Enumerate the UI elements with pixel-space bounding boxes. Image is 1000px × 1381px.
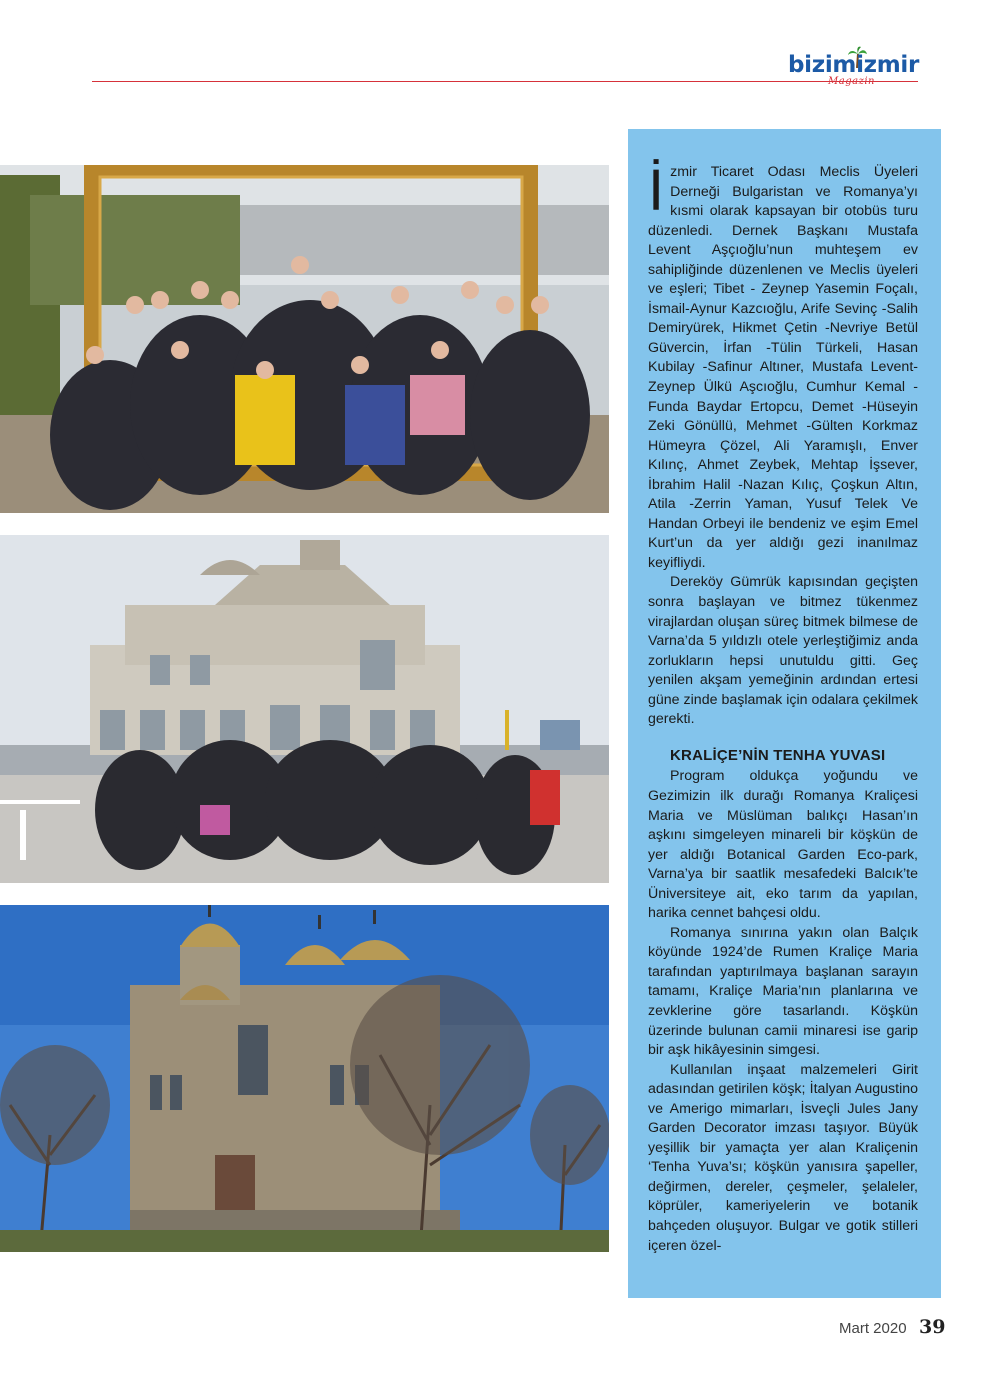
paragraph-2: Dereköy Gümrük kapısından geçişten sonra başlayan ve bitmez tükenmez virajlardan oluşan süreç bitmek bilmese de Varna’da 5 yıldızlı otele yerleştiğimiz anda zorlukların hepsi unutuldu gitti. Geç yenilen akşam yemeğinin ardından ertesi güne zinde başlamak için odalara çekilmek gerekti. <box>648 574 918 728</box>
drop-cap: İ <box>648 158 665 223</box>
cathedral-photo <box>0 905 609 1252</box>
paragraph-5: Kullanılan inşaat malzemeleri Girit adasından getirilen köşk; İtalyan Augustino ve Amerigo mimarları, İsveçli Jules Jany Garden Decorator imzası taşıyor. Büyük yeşillik bir yamaçta yer alan Kraliçenin ‘Tenha Yuva’sı; köşkün yanısıra şapeller, değirmen, dereler, çeşmeler, şelaleler, köprüler, kameriyelerin ve botanik bahçeden oluşuyor. Bulgar ve gotik stilleri içeren özel- <box>648 1061 918 1254</box>
issue-date: Mart 2020 <box>839 1320 907 1337</box>
logo-subtitle: Magazin <box>828 76 875 87</box>
paragraph-1 <box>648 158 918 573</box>
logo-wordmark: bizimizmir <box>788 52 920 78</box>
magazine-logo <box>788 46 920 92</box>
paragraph-3: Program oldukça yoğundu ve Gezimizin ilk durağı Romanya Kraliçesi Maria ve Müslüman balıkçı Hasan’ın aşkını simgeleyen minareli bir köşkün de yer aldığı Botanical Garden Eco-park, Varna’ya bir saatlik mesafedeki Balcık’te Üniversiteye ait, eko tarım da yapılan, harika cennet bahçesi oldu. <box>648 768 918 922</box>
article-body <box>648 158 918 1256</box>
paragraph-4: Romanya sınırına yakın olan Balçık köyünde 1924’de Rumen Kraliçe Maria tarafından yaptırılmaya başlanan sarayın tamamı, Kraliçe Maria’nın planlarına ve zevklerine göre tasarlandı. Köşkün üzerinde bulunan camii minaresi ise garip bir aşk hikâyesinin simgesi. <box>648 924 918 1059</box>
paragraph-1-text: zmir Ticaret Odası Meclis Üyeleri Derneği Bulgaristan ve Romanya’yı kısmi olarak kapsayan bir otobüs turu düzenledi. Dernek Başkanı Mustafa Levent Aşçıoğlu’nun muhteşem ev sahipliğinde düzenlenen ve Meclis üyeleri ve eşleri; Tibet - Zeynep Yasemin Foçalı, İsmail-Aynur Kazcıoğlu, Arife Sevinç -Salih Demiryürek, Hikmet Çetin -Nevriye Betül Güvercin, İrfan -Tülin Türkeli, Hasan Kubilay -Safinur Altıner, Mustafa Levent- Zeynep Ülkü Aşcıoğlu, Cumhur Kemal -Funda Baydar Ertopcu, Demet -Hüseyin Zeki Gönüllü, Mehmet -Gülten Korkmaz Hümeyra Çözel, Ali Yaramışlı, Enver Kılınç, Ahmet Zeybek, Mehtap İşsever, İbrahim Halil -Nazan Kılıç, Çoşkun Altın, Atila -Zerrin Yaman, Yusuf Telek Ve Handan Orbeyi ile bendeniz ve eşim Emel Kurt’un da yer aldığı gezi inanılmaz keyifliydi. <box>648 164 918 571</box>
casino-building-group <box>0 535 609 883</box>
page-number: 39 <box>919 1316 946 1338</box>
group-photo-frame <box>0 165 609 513</box>
section-subheading: KRALİÇE’NİN TENHA YUVASI <box>670 746 886 764</box>
